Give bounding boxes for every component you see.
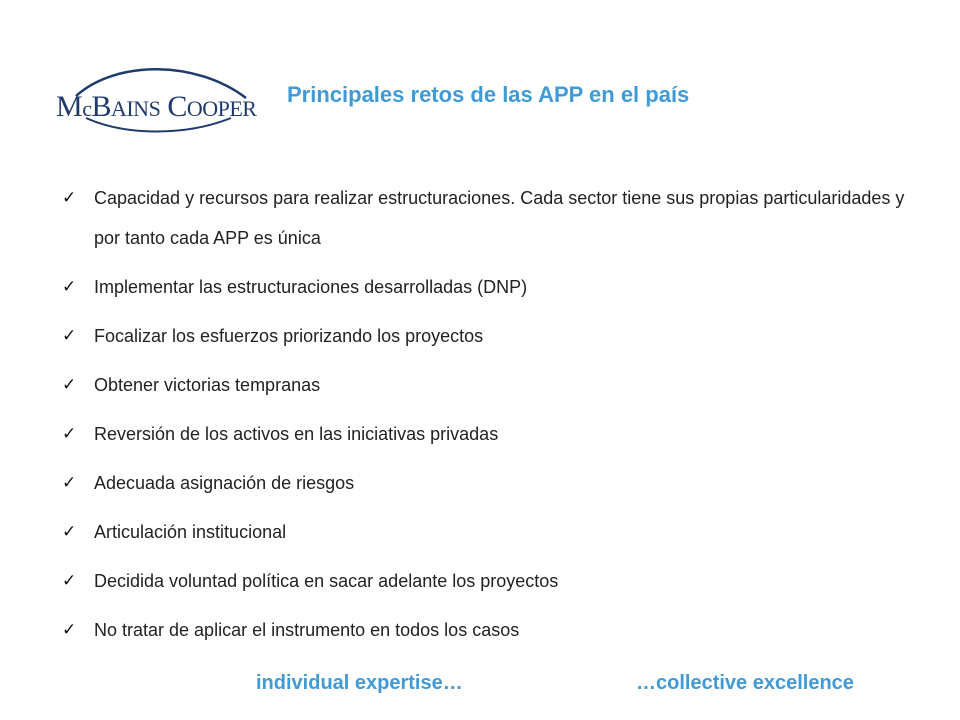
list-item: ✓ Adecuada asignación de riesgos [62,463,912,503]
logo-wordmark: McBAINS COOPER [56,90,257,123]
list-item: ✓ Articulación institucional [62,512,912,552]
list-item: ✓ Reversión de los activos en las iniciativas privadas [62,414,912,454]
check-icon: ✓ [62,522,77,542]
check-icon: ✓ [62,375,77,395]
check-icon: ✓ [62,326,77,346]
check-icon: ✓ [62,571,77,591]
check-icon: ✓ [62,277,77,297]
list-item: ✓ Obtener victorias tempranas [62,365,912,405]
list-item: ✓ Capacidad y recursos para realizar estructuraciones. Cada sector tiene sus propias particularidades y por tanto cada APP es única [62,178,912,258]
challenges-list [62,178,912,659]
check-icon: ✓ [62,188,77,208]
list-item: ✓ Focalizar los esfuerzos priorizando los proyectos [62,316,912,356]
mcbains-cooper-logo [56,68,261,138]
list-item: ✓ Implementar las estructuraciones desarrolladas (DNP) [62,267,912,307]
slide-title: Principales retos de las APP en el país [287,82,690,107]
footer-tagline-right: …collective excellence [636,672,854,694]
check-icon: ✓ [62,620,77,640]
footer-tagline-left: individual expertise… [256,672,463,694]
check-icon: ✓ [62,473,77,493]
list-item: ✓ Decidida voluntad política en sacar adelante los proyectos [62,561,912,601]
check-icon: ✓ [62,424,77,444]
list-item: ✓ No tratar de aplicar el instrumento en todos los casos [62,610,912,650]
